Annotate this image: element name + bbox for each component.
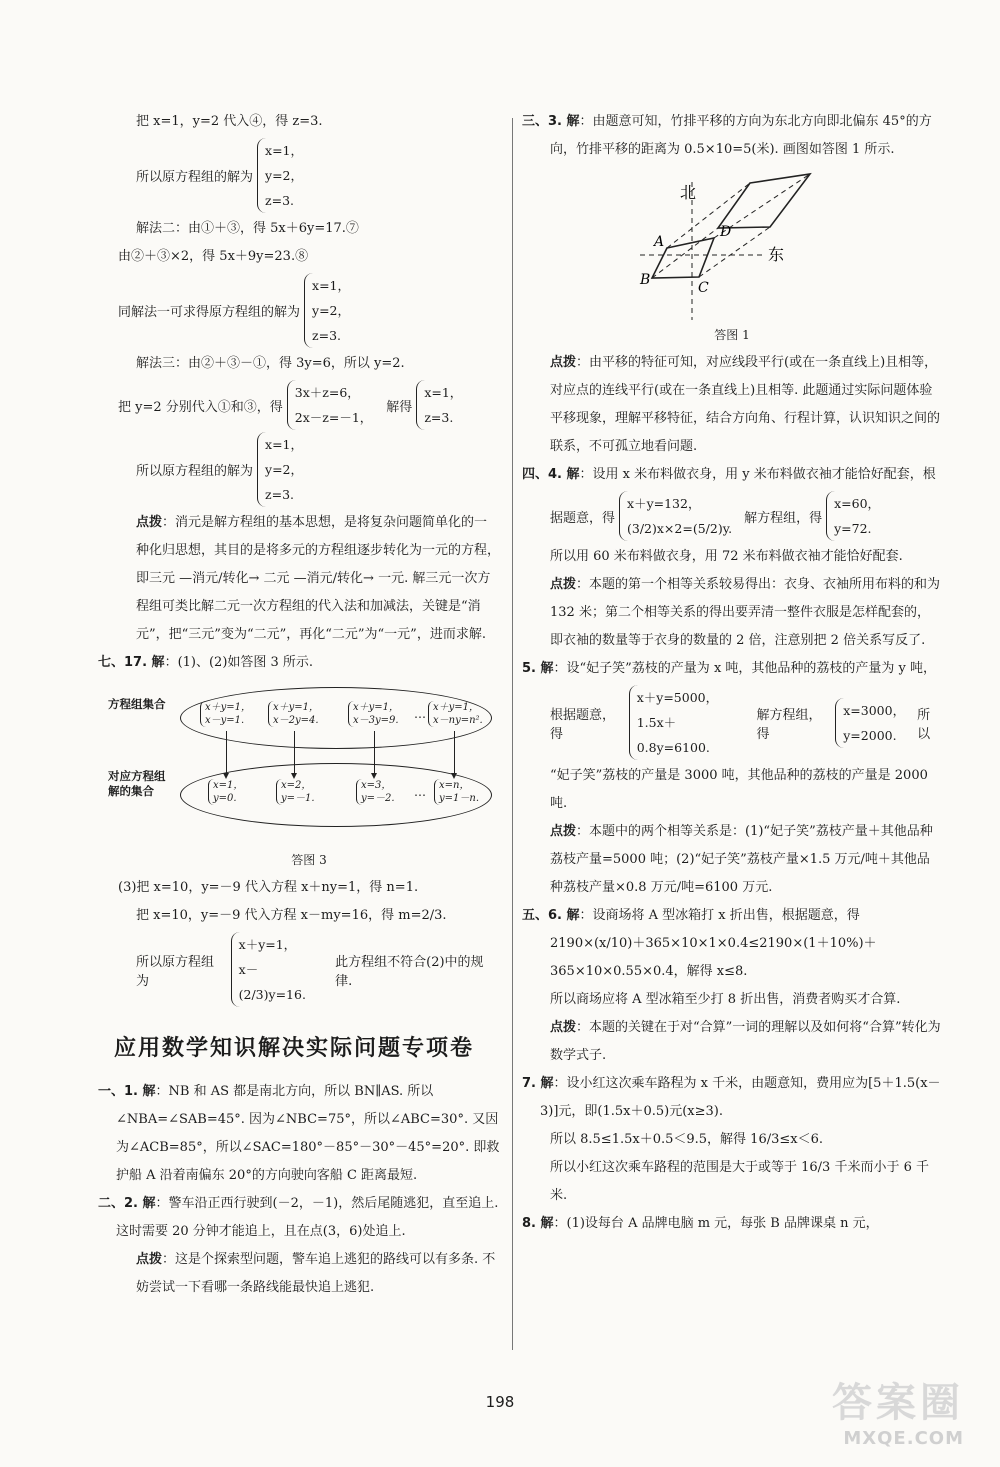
text-line: 由②＋③×2，得 5x＋9y=23.⑧ xyxy=(118,249,309,264)
text-line: 把 x=1，y=2 代入④，得 z=3. xyxy=(136,114,323,129)
equation-system: x＋y=1， x－y=1. xyxy=(200,701,251,727)
tip-paragraph xyxy=(522,1014,942,1070)
watermark-logo: 答案圈 xyxy=(832,1380,964,1426)
question-label: 一、1. 解 xyxy=(98,1084,156,1099)
question-paragraph xyxy=(98,649,500,677)
brace xyxy=(257,432,303,507)
group-label: 方程组集合 xyxy=(108,697,166,711)
text-label: 解得 xyxy=(386,399,413,415)
equation-system xyxy=(118,138,500,213)
eq-line: y=72. xyxy=(834,521,872,536)
question-paragraph xyxy=(98,1190,500,1246)
question-text: ：NB 和 AS 都是南北方向，所以 BN∥AS. 所以∠NBA=∠SAB=45°. 因为∠NBC=75°，所以∠ABC=30°. 又因为∠ACB=85°，所以∠SAC=180°－85°－30°－45°=20°. 即救护船 A 沿着南偏东 20°的方向驶向客船 C 距离最短. xyxy=(116,1084,500,1183)
tip-text: ：这是个探索型问题，警车追上逃犯的路线可以有多条. 不妨尝试一下看哪一条路线能最快追上逃犯. xyxy=(136,1252,496,1295)
page-number: 198 xyxy=(485,1393,515,1411)
question-text: ：(1)、(2)如答图 3 所示. xyxy=(164,655,314,670)
text-label: 所以 xyxy=(917,707,931,742)
brace xyxy=(619,491,732,541)
equation-system xyxy=(118,380,500,430)
brace xyxy=(287,380,373,430)
tip-paragraph xyxy=(118,509,500,649)
left-column xyxy=(98,108,501,1302)
brace xyxy=(416,380,462,430)
question-text: ：由题意可知，竹排平移的方向为东北方向即北偏东 45°的方向，竹排平移的距离为 0.5×10=5(米). 画图如答图 1 所示. xyxy=(550,114,932,157)
question-text: ：(1)设每台 A 品牌电脑 m 元，每张 B 品牌课桌 n 元， xyxy=(553,1216,879,1231)
question-label: 三、3. 解 xyxy=(522,114,580,129)
tip-paragraph xyxy=(522,818,942,902)
eq-line: y=2000. xyxy=(843,727,897,743)
eq-line: x=1， xyxy=(312,278,350,293)
tip-label: 点拨 xyxy=(136,515,163,530)
question-paragraph xyxy=(522,1210,942,1238)
text-label: 此方程组不符合(2)中的规律. xyxy=(335,954,484,989)
text-line: 把 x=10，y=－9 代入方程 x－my=16，得 m=2/3. xyxy=(136,908,447,923)
equation-system: x＋y=1， x－ny=n². xyxy=(428,701,483,727)
question-text: ：警车沿正西行驶到(－2，－1)，然后尾随逃犯，直至追上. 这时需要 20 分钟才能追上，且在点(3，6)处追上. xyxy=(116,1196,499,1239)
question-paragraph xyxy=(522,1070,942,1126)
question-text: ：设商场将 A 型冰箱打 x 折出售，根据题意，得 xyxy=(579,908,860,923)
equation-system xyxy=(522,685,942,760)
question-label: 5. 解 xyxy=(522,661,554,676)
label-point-b: B xyxy=(640,272,651,288)
text-line: 所以商场应将 A 型冰箱至少打 8 折出售，消费者购买才合算. xyxy=(550,992,901,1007)
solution-system: x=3， y=－2. xyxy=(356,779,395,805)
text-line: 所以用 60 米布料做衣身，用 72 米布料做衣袖才能恰好配套. xyxy=(550,549,903,564)
tip-paragraph xyxy=(522,571,942,655)
brace xyxy=(257,138,303,213)
brace xyxy=(231,932,325,1007)
eq-line: 2x－z=－1， xyxy=(294,410,373,425)
eq-line: z=3. xyxy=(265,193,295,208)
question-paragraph xyxy=(522,108,942,164)
eq-line: x=1， xyxy=(424,385,463,400)
equation-system xyxy=(118,273,500,348)
eq-line: y=2， xyxy=(265,168,304,183)
question-text: ：设小红这次乘车路程为 x 千米，由题意知，费用应为[5＋1.5(x－3)]元，即(1.5x＋0.5)元(x≥3). xyxy=(540,1076,941,1119)
right-column xyxy=(522,108,942,1238)
eq-line: x=1， xyxy=(265,143,303,158)
solution-system: x=1， y=0. xyxy=(208,779,243,805)
text-label: 解方程组，得 xyxy=(744,510,823,526)
question-text: ：设“妃子笑”荔枝的产量为 x 吨，其他品种的荔枝的产量为 y 吨， xyxy=(553,661,937,676)
solution-system: x=n， y=1－n. xyxy=(434,779,479,805)
arrow xyxy=(374,731,375,775)
text-label: 所以原方程组的解为 xyxy=(136,464,254,479)
tip-label: 点拨 xyxy=(136,1252,163,1267)
equation-system xyxy=(522,491,942,541)
tip-text: ：本题的第一个相等关系较易得出：衣身、衣袖所用布料的和为 132 米；第二个相等关系的得出要弄清一整件衣服是怎样配套的，即衣袖的数量等于衣身的数量的 2 倍，注意别把 2 倍关系写反了. xyxy=(550,577,941,648)
equation-system xyxy=(118,432,500,507)
figure-caption: 答图 3 xyxy=(291,853,327,867)
text-line: 所以小红这次乘车路程的范围是大于或等于 16/3 千米而小于 6 千米. xyxy=(550,1160,929,1203)
eq-line: x＋y=1， xyxy=(238,937,297,952)
question-paragraph xyxy=(522,902,942,930)
eq-line: 1.5x＋0.8y=6100. xyxy=(636,715,710,755)
question-label: 8. 解 xyxy=(522,1216,554,1231)
text-label: 所以原方程组的解为 xyxy=(136,170,254,185)
question-label: 二、2. 解 xyxy=(98,1196,156,1211)
question-label: 五、6. 解 xyxy=(522,908,580,923)
text-label: 解方程组，得 xyxy=(756,707,822,742)
group-label: 对应方程组解的集合 xyxy=(108,769,166,798)
tip-text: ：本题中的两个相等关系是：(1)“妃子笑”荔枝产量＋其他品种荔枝产量=5000 吨；(2)“妃子笑”荔枝产量×1.5 万元/吨＋其他品种荔枝产量×0.8 万元/吨=6100 万元. xyxy=(550,824,933,895)
text-line: (3)把 x=10，y=－9 代入方程 x＋ny=1，得 n=1. xyxy=(118,880,419,895)
brace xyxy=(826,491,880,541)
tip-label: 点拨 xyxy=(550,824,577,839)
text-line: 2190×(x/10)＋365×10×1×0.4≤2190×(1＋10%)＋365×10×0.55×0.4，解得 x≤8. xyxy=(550,936,877,979)
label-point-c: C xyxy=(698,280,709,296)
question-paragraph xyxy=(522,655,942,683)
ellipsis: … xyxy=(414,707,426,721)
watermark-url: MXQE.COM xyxy=(843,1428,964,1449)
tip-text: ：消元是解方程组的基本思想，是将复杂问题简单化的一种化归思想，其目的是将多元的方程组逐步转化为一元的方程，即三元 —消元/转化→ 二元 —消元/转化→ 一元. 解三元一次方程组可类比解二元一次方程组的代入法和加减法，关键是“消元”，把“三元”变为“二元”，再化“二元”为“一元”，进而求解. xyxy=(136,515,501,642)
tip-label: 点拨 xyxy=(550,577,577,592)
text-label: 把 y=2 分别代入①和③，得 xyxy=(118,399,283,415)
equation-system: x＋y=1， x－3y=9. xyxy=(348,701,399,727)
watermark xyxy=(832,1371,964,1449)
question-paragraph xyxy=(522,461,942,489)
tip-label: 点拨 xyxy=(550,355,577,370)
tip-label: 点拨 xyxy=(550,1020,577,1035)
eq-line: 3x＋z=6， xyxy=(294,385,360,400)
question-label: 七、17. 解 xyxy=(98,655,165,670)
answer-figure-1 xyxy=(522,170,942,320)
question-label: 四、4. 解 xyxy=(522,467,580,482)
eq-line: x=1， xyxy=(265,437,303,452)
brace xyxy=(835,698,905,748)
figure-caption: 答图 1 xyxy=(714,328,750,342)
question-paragraph xyxy=(98,1078,500,1190)
text-line: 解法二：由①＋③，得 5x＋6y=17.⑦ xyxy=(136,221,359,236)
brace xyxy=(304,273,350,348)
solution-system: x=2， y=－1. xyxy=(276,779,315,805)
eq-line: y=2， xyxy=(265,462,304,477)
arrow xyxy=(226,731,227,775)
equation-system xyxy=(118,932,500,1007)
arrow xyxy=(294,731,295,775)
column-divider xyxy=(512,118,513,1350)
tip-paragraph xyxy=(118,1246,500,1302)
text-label: 根据题意，得 xyxy=(550,707,616,742)
answer-figure-3 xyxy=(108,685,490,845)
eq-line: x=60， xyxy=(834,496,881,511)
arrow xyxy=(454,731,455,775)
brace xyxy=(629,685,745,760)
eq-line: z=3. xyxy=(424,410,454,425)
eq-line: y=2， xyxy=(312,303,351,318)
label-north: 北 xyxy=(680,183,697,202)
label-point-d: D xyxy=(720,224,732,240)
label-point-a: A xyxy=(654,234,665,250)
eq-line: x＋y=132， xyxy=(627,496,701,511)
tip-paragraph xyxy=(522,349,942,461)
question-label: 7. 解 xyxy=(522,1076,554,1091)
text-line: 所以 8.5≤1.5x＋0.5＜9.5，解得 16/3≤x＜6. xyxy=(550,1132,824,1147)
text-label: 所以原方程组为 xyxy=(136,954,215,989)
eq-line: z=3. xyxy=(265,487,295,502)
eq-line: z=3. xyxy=(312,328,342,343)
text-line: “妃子笑”荔枝的产量是 3000 吨，其他品种的荔枝的产量是 2000 吨. xyxy=(550,768,928,811)
translation-diagram xyxy=(522,170,942,320)
tip-text: ：由平移的特征可知，对应线段平行(或在一条直线上)且相等，对应点的连线平行(或在一条直线上)且相等. 此题通过实际问题体验平移现象，理解平移特征，结合方向角、行程计算，认识知识之间的联系，不可孤立地看问题. xyxy=(550,355,941,454)
question-text: ：设用 x 米布料做衣身，用 y 米布料做衣袖才能恰好配套，根 xyxy=(579,467,936,482)
eq-line: x＋y=5000， xyxy=(636,690,719,705)
eq-line: x－(2/3)y=16. xyxy=(238,962,306,1002)
text-line: 解法三：由②＋③－①，得 3y=6，所以 y=2. xyxy=(136,356,405,371)
ellipsis: … xyxy=(414,785,426,799)
text-label: 同解法一可求得原方程组的解为 xyxy=(118,305,301,320)
equation-system: x＋y=1， x－2y=4. xyxy=(268,701,319,727)
label-east: 东 xyxy=(768,245,785,264)
text-label: 据题意，得 xyxy=(550,510,616,526)
eq-line: (3/2)x×2=(5/2)y. xyxy=(627,521,733,536)
section-title: 应用数学知识解决实际问题专项卷 xyxy=(113,1036,474,1061)
eq-line: x=3000， xyxy=(843,702,906,718)
tip-text: ：本题的关键在于对“合算”一词的理解以及如何将“合算”转化为数学式子. xyxy=(550,1020,941,1063)
